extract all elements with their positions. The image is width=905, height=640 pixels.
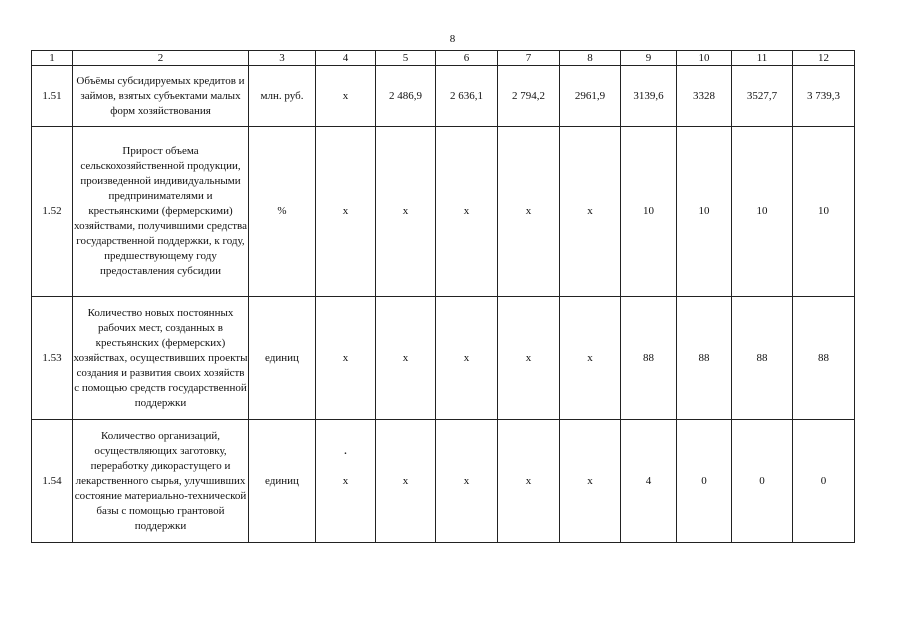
value-cell: 2 794,2 [498,66,560,127]
unit-cell: % [249,127,316,297]
value-cell: x [316,127,376,297]
value-cell: x [560,297,621,420]
value-cell: 3527,7 [732,66,793,127]
indicator-name: Объёмы субсидируемых кредитов и займов, взятых субъектами малых форм хозяйствования [73,66,249,127]
value-cell: x [376,297,436,420]
column-number-row [32,51,855,66]
value-cell: x [316,66,376,127]
value-cell: 2 636,1 [436,66,498,127]
column-header: 6 [436,51,498,66]
indicator-name: Количество новых постоянных рабочих мест, созданных в крестьянских (фермерских) хозяйствах, осуществивших проекты создания и развития своих хозяйств с помощью средств государственной поддержки [73,297,249,420]
value-cell: x [436,127,498,297]
value-cell: 3328 [677,66,732,127]
column-header: 4 [316,51,376,66]
value-cell: x [498,297,560,420]
column-header: 2 [73,51,249,66]
column-header: 10 [677,51,732,66]
table-row [32,297,855,420]
value-cell: x [436,297,498,420]
column-header: 5 [376,51,436,66]
unit-cell: единиц [249,297,316,420]
value-cell: 10 [732,127,793,297]
page-number: 8 [449,33,456,45]
column-header: 11 [732,51,793,66]
column-header: 8 [560,51,621,66]
value-cell: x [376,420,436,543]
value-text: x [342,474,349,487]
value-cell: 0 [793,420,855,543]
value-cell: 88 [732,297,793,420]
value-cell: 0 [732,420,793,543]
value-cell: 3139,6 [621,66,677,127]
column-header: 9 [621,51,677,66]
value-cell: 2 486,9 [376,66,436,127]
value-cell: 4 [621,420,677,543]
column-header: 3 [249,51,316,66]
indicator-name: Прирост объема сельскохозяйственной продукции, произведенной индивидуальными предпринимателями и крестьянскими (фермерскими) хозяйствами, получившими средства государственной поддержки, к году, предшествующему году предоставления субсидии [73,127,249,297]
value-cell [316,420,376,543]
value-cell: x [436,420,498,543]
value-cell: 0 [677,420,732,543]
table-row [32,66,855,127]
row-number: 1.54 [32,420,73,543]
indicator-name: Количество организаций, осуществляющих заготовку, переработку дикорастущего и лекарственного сырья, улучшивших состояние материально-технической базы с помощью грантовой поддержки [73,420,249,543]
row-number: 1.52 [32,127,73,297]
value-cell: 10 [621,127,677,297]
value-cell: 88 [793,297,855,420]
value-cell: x [316,297,376,420]
value-cell: 88 [677,297,732,420]
table-row [32,420,855,543]
value-cell: 10 [677,127,732,297]
value-cell: x [498,420,560,543]
value-cell: x [560,127,621,297]
value-cell: 88 [621,297,677,420]
value-cell: 10 [793,127,855,297]
column-header: 7 [498,51,560,66]
table-row [32,127,855,297]
column-header: 12 [793,51,855,66]
value-cell: x [498,127,560,297]
value-cell: x [560,420,621,543]
value-cell: 3 739,3 [793,66,855,127]
unit-cell: млн. руб. [249,66,316,127]
value-cell: 2961,9 [560,66,621,127]
unit-cell: единиц [249,420,316,543]
value-cell: x [376,127,436,297]
indicators-table [31,50,855,543]
row-number: 1.53 [32,297,73,420]
row-number: 1.51 [32,66,73,127]
column-header: 1 [32,51,73,66]
